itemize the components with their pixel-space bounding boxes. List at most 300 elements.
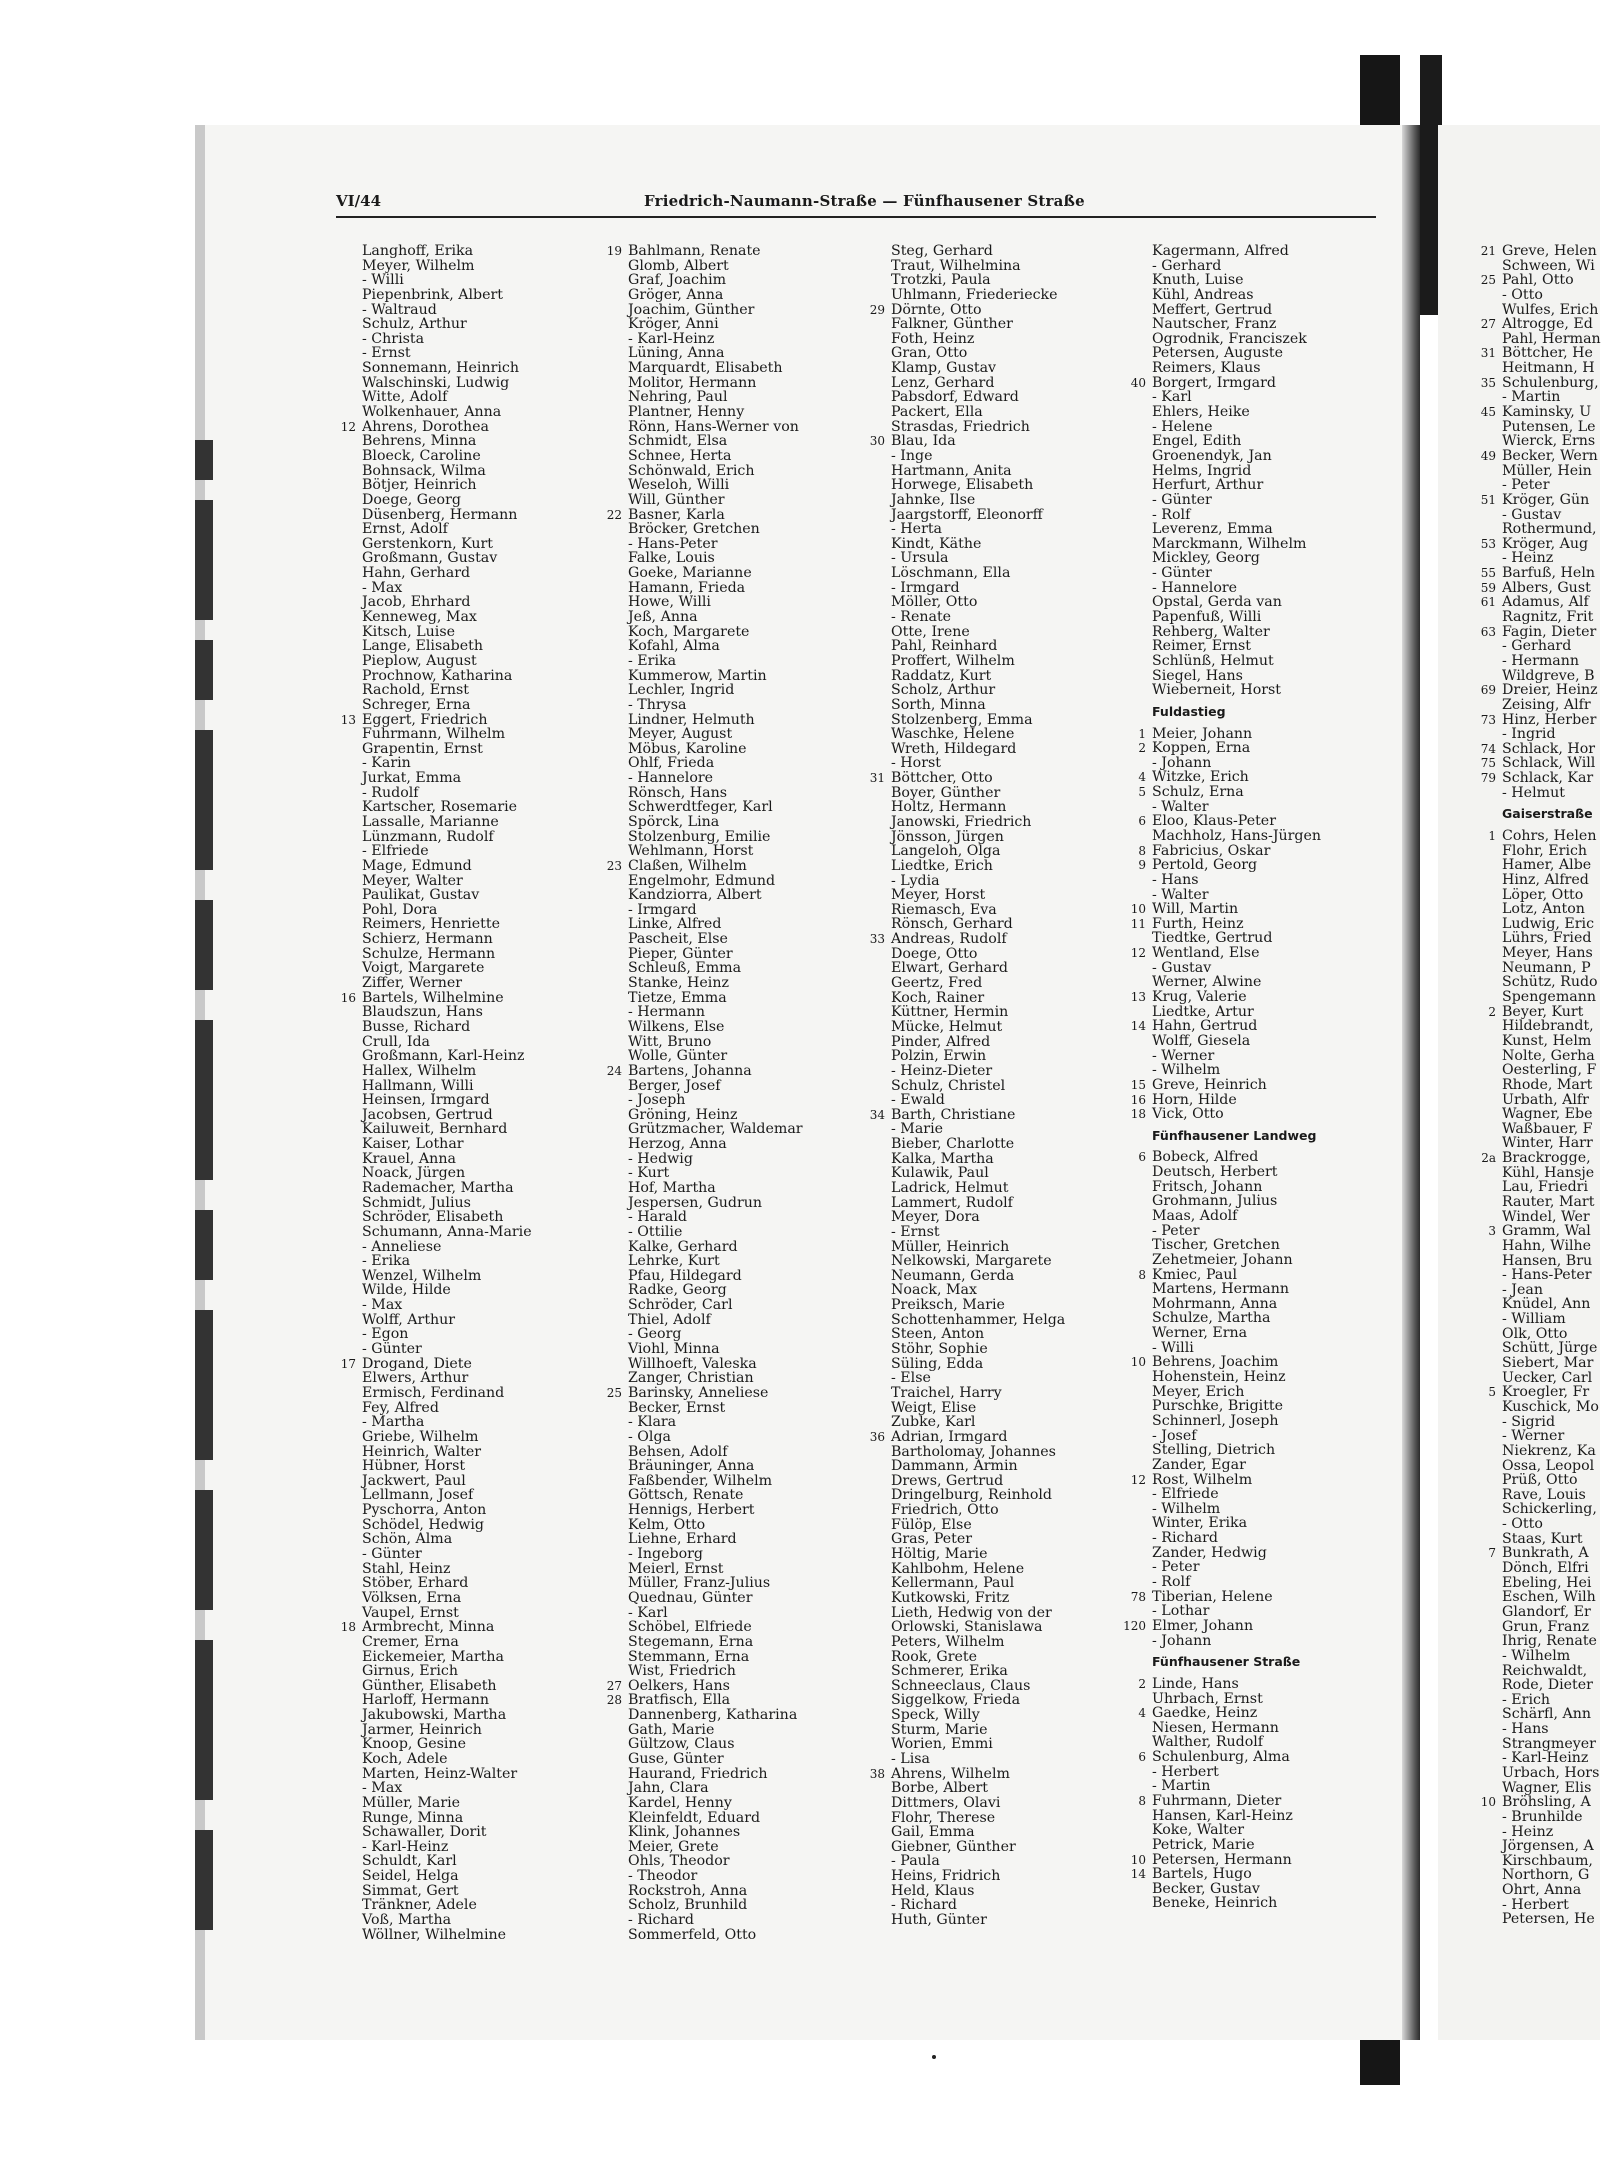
resident-name: Ahrens, Dorothea (362, 418, 489, 435)
resident-name: Wenzel, Wilhelm (362, 1267, 482, 1284)
resident-name: Schwerdtfeger, Karl (628, 799, 773, 816)
resident-name: Mücke, Helmut (891, 1018, 1003, 1035)
resident-entry (628, 1035, 803, 1050)
resident-entry (362, 1137, 532, 1152)
resident-entry (891, 1181, 1065, 1196)
resident-name: Ebeling, Hei (1502, 1574, 1592, 1591)
resident-name: Meyer, Dora (891, 1209, 980, 1226)
resident-entry (1130, 989, 1321, 1006)
resident-entry (362, 1767, 532, 1782)
resident-entry (362, 1781, 532, 1796)
resident-entry (628, 464, 803, 479)
resident-entry (362, 537, 532, 552)
resident-entry (628, 259, 803, 274)
resident-entry (1502, 1063, 1600, 1078)
resident-name: Kühl, Hansje (1502, 1164, 1595, 1181)
resident-entry (1480, 711, 1600, 728)
resident-name: Wulfes, Erich (1502, 301, 1599, 318)
resident-entry (362, 727, 532, 742)
resident-name: Siggelkow, Frieda (891, 1692, 1021, 1709)
resident-name: Ahrens, Wilhelm (891, 1765, 1010, 1782)
resident-name: Hamann, Frieda (628, 579, 746, 596)
resident-name: Weseloh, Willi (628, 477, 730, 494)
resident-entry (891, 1005, 1065, 1020)
resident-entry (1502, 990, 1600, 1005)
resident-entry (1152, 1370, 1321, 1385)
resident-name: Gras, Peter (891, 1531, 973, 1548)
resident-name: Jönsson, Jürgen (891, 828, 1004, 845)
resident-name: - Karin (362, 755, 411, 772)
resident-entry (362, 478, 532, 493)
resident-entry (1502, 1605, 1600, 1620)
resident-name: Stegemann, Erna (628, 1633, 754, 1650)
street-heading: Fuldastieg (1152, 703, 1226, 719)
resident-entry (891, 1635, 1065, 1650)
resident-entry (1152, 888, 1321, 903)
resident-entry (628, 800, 803, 815)
resident-entry (1488, 1384, 1600, 1401)
resident-entry (1502, 1400, 1600, 1415)
resident-name: Ermisch, Ferdinand (362, 1384, 505, 1401)
resident-name: Siebert, Mar (1502, 1355, 1594, 1372)
resident-entry (1130, 901, 1321, 918)
resident-name: Urbach, Hors (1502, 1764, 1600, 1781)
resident-name: Böttcher, Otto (891, 770, 993, 787)
resident-entry (1152, 639, 1321, 654)
resident-entry (891, 1445, 1065, 1460)
resident-name: Großmann, Gustav (362, 550, 498, 567)
resident-entry (891, 991, 1065, 1006)
resident-entry (1130, 915, 1321, 932)
resident-entry (1123, 1617, 1321, 1634)
resident-name: - Günter (1152, 565, 1212, 582)
resident-entry (340, 1355, 532, 1372)
resident-entry (1502, 1239, 1600, 1254)
resident-entry (628, 376, 803, 391)
resident-entry (1152, 1575, 1321, 1590)
resident-name: Proffert, Wilhelm (891, 652, 1015, 669)
resident-entry (891, 522, 1065, 537)
resident-entry (891, 786, 1065, 801)
resident-name: Behsen, Adolf (628, 1443, 728, 1460)
resident-name: Voigt, Margarete (362, 960, 485, 977)
resident-name: Kröger, Aug (1502, 535, 1589, 552)
resident-name: Jacob, Ehrhard (362, 594, 471, 611)
resident-name: Schleuß, Emma (628, 960, 742, 977)
house-number: 35 (1480, 375, 1496, 390)
resident-name: Schulz, Arthur (362, 316, 467, 333)
resident-name: Lammert, Rudolf (891, 1194, 1013, 1211)
resident-entry (362, 273, 532, 288)
house-number: 2 (1138, 741, 1146, 756)
resident-name: Altrogge, Ed (1502, 316, 1593, 333)
resident-name: Herfurt, Arthur (1152, 477, 1264, 494)
house-number: 3 (1488, 1224, 1496, 1239)
resident-name: Lehrke, Kurt (628, 1253, 720, 1270)
resident-name: - Theodor (628, 1868, 698, 1885)
resident-name: Kulawik, Paul (891, 1165, 989, 1182)
resident-entry (891, 1137, 1065, 1152)
resident-entry (1152, 610, 1321, 625)
resident-entry (1502, 1883, 1600, 1898)
resident-name: Engelmohr, Edmund (628, 872, 776, 889)
resident-name: Basner, Karla (628, 506, 725, 523)
resident-entry (1502, 1678, 1600, 1693)
resident-entry (1152, 1560, 1321, 1575)
resident-name: Paulikat, Gustav (362, 887, 480, 904)
resident-name: - Johann (1152, 1632, 1212, 1649)
house-number: 45 (1480, 405, 1496, 420)
resident-entry (1502, 1488, 1600, 1503)
resident-entry (891, 1357, 1065, 1372)
house-number: 4 (1138, 1706, 1146, 1721)
house-number: 12 (340, 419, 356, 434)
resident-entry (891, 1781, 1065, 1796)
resident-entry (1488, 1223, 1600, 1240)
resident-name: Schmidt, Julius (362, 1194, 471, 1211)
resident-name: - Josef (1152, 1427, 1197, 1444)
resident-name: - Martin (1502, 389, 1561, 406)
resident-entry (1152, 1282, 1321, 1297)
resident-entry (362, 1181, 532, 1196)
directory-column-2 (606, 243, 803, 1943)
resident-entry (891, 1152, 1065, 1167)
resident-entry (362, 1664, 532, 1679)
resident-name: Kindt, Käthe (891, 535, 982, 552)
resident-entry (1502, 1180, 1600, 1195)
resident-name: Hartmann, Anita (891, 462, 1012, 479)
resident-entry (891, 1884, 1065, 1899)
resident-name: Schinnerl, Joseph (1152, 1412, 1279, 1429)
resident-entry (628, 332, 803, 347)
resident-entry (606, 1384, 803, 1401)
resident-entry (362, 1386, 532, 1401)
resident-name: Werner, Erna (1152, 1325, 1248, 1342)
resident-name: Dörnte, Otto (891, 301, 982, 318)
resident-name: Falkner, Günther (891, 316, 1013, 333)
resident-name: Günther, Elisabeth (362, 1677, 497, 1694)
resident-name: Stöber, Erhard (362, 1575, 469, 1592)
resident-entry (891, 917, 1065, 932)
resident-entry (1152, 434, 1321, 449)
resident-name: Deutsch, Herbert (1152, 1164, 1278, 1181)
resident-name: Bartens, Johanna (628, 1062, 752, 1079)
resident-entry (891, 1869, 1065, 1884)
resident-entry (362, 1152, 532, 1167)
resident-name: Tietze, Emma (628, 989, 727, 1006)
resident-name: Guse, Günter (628, 1750, 724, 1767)
resident-entry (1502, 1781, 1600, 1796)
resident-entry (628, 1898, 803, 1913)
resident-name: - Martin (1152, 1778, 1211, 1795)
resident-entry (1130, 1851, 1321, 1868)
resident-name: - Hermann (628, 1004, 706, 1021)
resident-name: Liedtke, Artur (1152, 1003, 1254, 1020)
resident-name: Jackwert, Paul (362, 1472, 466, 1489)
resident-name: Jakubowski, Martha (362, 1707, 507, 1724)
house-number: 30 (869, 434, 885, 449)
resident-name: Scholz, Arthur (891, 682, 996, 699)
resident-name: Liedtke, Erich (891, 857, 993, 874)
resident-entry (628, 903, 803, 918)
resident-entry (362, 1635, 532, 1650)
resident-name: Bröcker, Gretchen (628, 521, 760, 538)
resident-name: Bunkrath, A (1502, 1545, 1589, 1562)
resident-name: Schreger, Erna (362, 696, 471, 713)
resident-entry (362, 1752, 532, 1767)
resident-name: Peters, Wilhelm (891, 1633, 1005, 1650)
resident-name: Rehberg, Walter (1152, 623, 1270, 640)
house-number: 5 (1138, 785, 1146, 800)
resident-name: Schickerling, (1502, 1501, 1597, 1518)
resident-name: - Johann (1152, 754, 1212, 771)
resident-entry (628, 1430, 803, 1445)
resident-name: Jörgensen, A (1502, 1838, 1594, 1855)
house-number: 15 (1130, 1077, 1146, 1092)
resident-entry (628, 683, 803, 698)
resident-entry (891, 1327, 1065, 1342)
resident-name: Großmann, Karl-Heinz (362, 1048, 525, 1065)
resident-name: Heitmann, H (1502, 360, 1595, 377)
resident-name: Graf, Joachim (628, 272, 727, 289)
house-number: 8 (1138, 1793, 1146, 1808)
resident-name: Gröning, Heinz (628, 1106, 738, 1123)
resident-entry (1502, 1576, 1600, 1591)
resident-name: Held, Klaus (891, 1882, 975, 1899)
resident-name: Lellmann, Josef (362, 1487, 474, 1504)
resident-name: Brackrogge, (1502, 1150, 1591, 1167)
resident-entry (362, 1225, 532, 1240)
resident-entry (891, 1049, 1065, 1064)
resident-entry (1502, 727, 1600, 742)
resident-name: - Elfriede (362, 843, 429, 860)
resident-name: Neumann, P (1502, 959, 1591, 976)
resident-name: Uhrbach, Ernst (1152, 1690, 1263, 1707)
resident-name: Steg, Gerhard (891, 243, 993, 259)
resident-entry (891, 1796, 1065, 1811)
resident-name: - Hans-Peter (628, 535, 718, 552)
resident-name: - Harald (628, 1209, 687, 1226)
resident-entry (1502, 1283, 1600, 1298)
resident-entry (628, 727, 803, 742)
resident-entry (628, 1371, 803, 1386)
resident-entry (1502, 1839, 1600, 1854)
resident-entry (362, 1196, 532, 1211)
resident-entry (362, 1298, 532, 1313)
resident-name: Schön, Alma (362, 1531, 453, 1548)
resident-entry (628, 830, 803, 845)
resident-entry (1152, 449, 1321, 464)
resident-entry (362, 346, 532, 361)
resident-name: Noack, Jürgen (362, 1165, 466, 1182)
resident-entry (1152, 1034, 1321, 1049)
resident-name: Glomb, Albert (628, 257, 729, 274)
resident-entry (1152, 1531, 1321, 1546)
resident-name: - Heinz (1502, 1823, 1554, 1840)
resident-name: - Sigrid (1502, 1413, 1556, 1430)
resident-name: Hahn, Gerhard (362, 565, 471, 582)
resident-name: - Waltraud (362, 301, 437, 318)
resident-name: Goeke, Marianne (628, 565, 752, 582)
resident-entry (1152, 1311, 1321, 1326)
resident-name: Petersen, He (1502, 1911, 1595, 1928)
resident-name: Elwers, Arthur (362, 1370, 469, 1387)
resident-entry (891, 1283, 1065, 1298)
resident-entry (1152, 1253, 1321, 1268)
resident-entry (1502, 1737, 1600, 1752)
house-number: 74 (1480, 741, 1496, 756)
resident-name: Doege, Georg (362, 491, 461, 508)
resident-entry (362, 1884, 532, 1899)
resident-entry (1502, 1019, 1600, 1034)
resident-entry (1502, 1766, 1600, 1781)
resident-entry (1502, 1502, 1600, 1517)
resident-name: Meyer, Walter (362, 872, 463, 889)
resident-entry (1502, 1210, 1600, 1225)
resident-name: Barth, Christiane (891, 1106, 1016, 1123)
resident-entry (891, 947, 1065, 962)
resident-entry (628, 1781, 803, 1796)
resident-entry (362, 888, 532, 903)
resident-entry (362, 1415, 532, 1430)
resident-name: - Erich (1502, 1691, 1551, 1708)
page-header (336, 190, 1376, 218)
house-number: 10 (1130, 902, 1146, 917)
house-number: 17 (340, 1356, 356, 1371)
resident-entry (1152, 551, 1321, 566)
resident-entry (1152, 1429, 1321, 1444)
resident-name: - Ottilie (628, 1223, 683, 1240)
resident-name: Schawaller, Dorit (362, 1824, 487, 1841)
resident-entry (891, 581, 1065, 596)
resident-entry (362, 654, 532, 669)
resident-entry (628, 756, 803, 771)
resident-name: Horn, Hilde (1152, 1091, 1237, 1108)
resident-entry (1502, 858, 1600, 873)
resident-name: - Lisa (891, 1750, 931, 1767)
resident-name: Hallmann, Willi (362, 1077, 474, 1094)
resident-name: Sorth, Minna (891, 696, 986, 713)
resident-entry (891, 815, 1065, 830)
resident-entry (628, 786, 803, 801)
resident-entry (1502, 390, 1600, 405)
resident-name: Ohls, Theodor (628, 1853, 730, 1870)
resident-name: Müller, Marie (362, 1794, 461, 1811)
resident-entry (1152, 493, 1321, 508)
resident-entry (362, 1474, 532, 1489)
resident-name: Piepenbrink, Albert (362, 286, 503, 303)
book-gutter (1402, 125, 1420, 2040)
resident-entry (891, 1562, 1065, 1577)
binding-marks (195, 440, 217, 1940)
resident-name: Reimer, Ernst (1152, 638, 1251, 655)
resident-name: Blau, Ida (891, 433, 956, 450)
resident-name: - Peter (1502, 477, 1550, 494)
resident-name: Geertz, Fred (891, 975, 983, 992)
resident-entry (628, 1327, 803, 1342)
resident-entry (891, 1913, 1065, 1928)
resident-name: Schröder, Elisabeth (362, 1209, 504, 1226)
resident-name: Trotzki, Paula (891, 272, 991, 289)
resident-entry (1480, 491, 1600, 508)
resident-name: Urbath, Alfr (1502, 1091, 1589, 1108)
house-number: 14 (1130, 1019, 1146, 1034)
resident-entry (362, 390, 532, 405)
resident-name: Kutkowski, Fritz (891, 1589, 1010, 1606)
resident-entry (340, 711, 532, 728)
resident-name: Schödel, Hedwig (362, 1516, 484, 1533)
resident-name: Meier, Johann (1152, 725, 1253, 742)
house-number: 12 (1130, 1472, 1146, 1487)
resident-name: Stanke, Heinz (628, 975, 729, 992)
directory-column-5-partial (1480, 243, 1601, 1928)
resident-name: Müller, Heinrich (891, 1238, 1010, 1255)
resident-name: Busse, Richard (362, 1018, 471, 1035)
resident-name: Jacobsen, Gertrud (362, 1106, 493, 1123)
resident-name: Knuth, Luise (1152, 272, 1244, 289)
resident-name: Müller, Franz-Julius (628, 1575, 771, 1592)
resident-entry (362, 1825, 532, 1840)
resident-name: - Wilhelm (1152, 1500, 1221, 1517)
resident-entry (628, 537, 803, 552)
resident-entry (891, 1269, 1065, 1284)
resident-entry (628, 1825, 803, 1840)
resident-name: Girnus, Erich (362, 1663, 458, 1680)
resident-name: Kirschbaum, (1502, 1852, 1593, 1869)
resident-entry (891, 1240, 1065, 1255)
resident-name: Knüdel, Ann (1502, 1296, 1591, 1313)
resident-entry (362, 1166, 532, 1181)
resident-name: Plantner, Henny (628, 404, 745, 421)
resident-name: Niekrenz, Ka (1502, 1442, 1596, 1459)
resident-entry (1480, 594, 1600, 611)
house-number: 16 (1130, 1092, 1146, 1107)
resident-name: Noack, Max (891, 1282, 977, 1299)
resident-entry (891, 1064, 1065, 1079)
resident-name: Andreas, Rudolf (891, 931, 1007, 948)
resident-name: Koch, Margarete (628, 623, 750, 640)
resident-name: Howe, Willi (628, 594, 711, 611)
resident-name: - Hedwig (628, 1150, 693, 1167)
resident-name: Hahn, Wilhe (1502, 1237, 1592, 1254)
resident-name: - Max (362, 1297, 403, 1314)
resident-entry (362, 1679, 532, 1694)
resident-entry (1502, 1634, 1600, 1649)
resident-entry (362, 961, 532, 976)
resident-name: Cremer, Erna (362, 1633, 459, 1650)
resident-name: Schulenburg, Alma (1152, 1749, 1290, 1766)
resident-name: Falke, Louis (628, 550, 715, 567)
resident-entry (1502, 1415, 1600, 1430)
house-number: 59 (1480, 580, 1496, 595)
resident-entry (362, 1430, 532, 1445)
resident-name: - Lydia (891, 872, 940, 889)
resident-name: Krug, Valerie (1152, 989, 1247, 1006)
resident-entry (891, 888, 1065, 903)
resident-entry (362, 815, 532, 830)
resident-name: Reimers, Henriette (362, 916, 500, 933)
resident-entry (628, 1181, 803, 1196)
resident-entry (1152, 1809, 1321, 1824)
resident-entry (1152, 683, 1321, 698)
resident-entry (1152, 1604, 1321, 1619)
resident-entry (891, 1371, 1065, 1386)
resident-name: Pahl, Herman (1502, 330, 1601, 347)
resident-name: Schröder, Carl (628, 1297, 733, 1314)
resident-name: Herzog, Anna (628, 1136, 727, 1153)
resident-name: Orlowski, Stanislawa (891, 1619, 1043, 1636)
resident-name: Winter, Erika (1152, 1515, 1248, 1532)
